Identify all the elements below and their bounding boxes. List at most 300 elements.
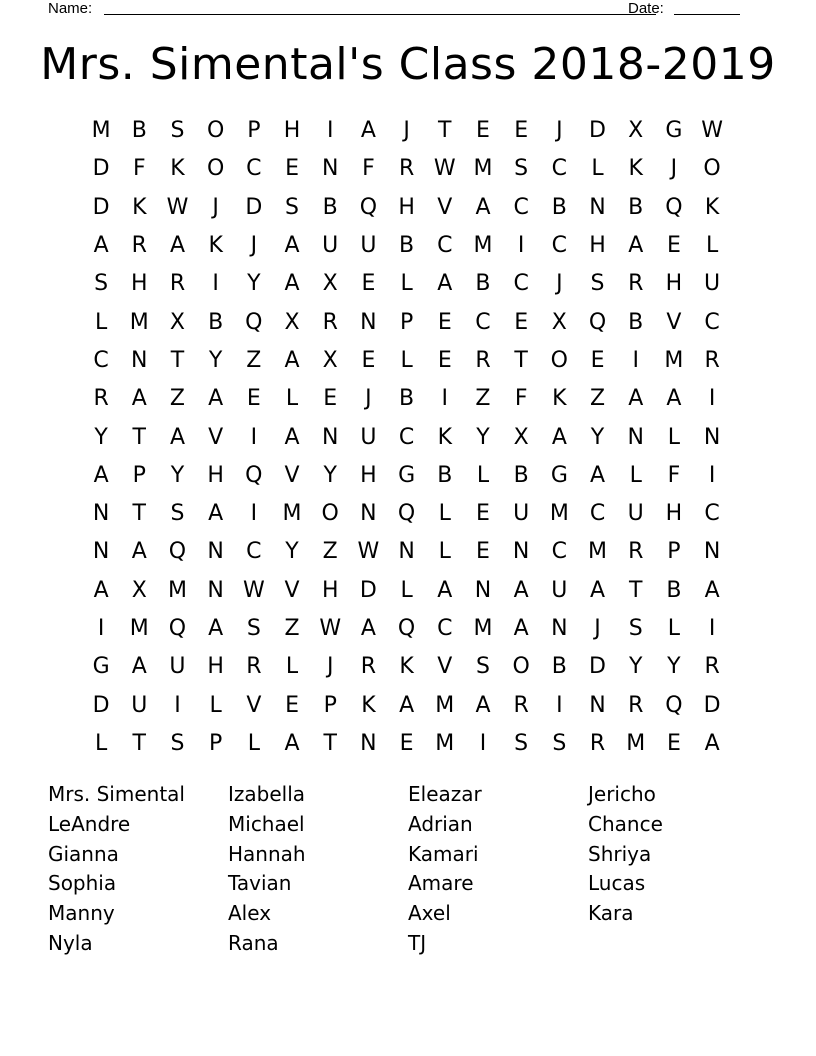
grid-letter: L xyxy=(591,156,604,182)
grid-letter: R xyxy=(246,654,262,680)
grid-letter: L xyxy=(400,347,413,373)
grid-letter: M xyxy=(473,616,493,641)
date-blank-line[interactable] xyxy=(674,14,740,15)
word-list-item: Nyla xyxy=(48,930,93,955)
grid-letter: L xyxy=(94,309,108,335)
grid-letter: A xyxy=(704,577,720,603)
grid-letter: S xyxy=(94,271,109,297)
grid-letter: Z xyxy=(284,616,300,641)
name-blank-line[interactable] xyxy=(104,14,656,15)
grid-letter: T xyxy=(438,118,452,144)
grid-letter: E xyxy=(437,347,452,373)
grid-letter: Q xyxy=(168,616,187,641)
grid-row xyxy=(82,342,732,380)
grid-letter: H xyxy=(321,577,339,603)
grid-letter: A xyxy=(437,577,453,603)
grid-letter: I xyxy=(517,233,525,259)
word-list-item: Michael xyxy=(228,811,305,836)
grid-letter: A xyxy=(284,424,300,450)
grid-letter: E xyxy=(476,539,490,565)
grid-letter: N xyxy=(703,539,721,565)
grid-letter: N xyxy=(207,577,224,603)
grid-letter: Y xyxy=(208,347,223,373)
grid-letter: S xyxy=(475,654,490,680)
grid-letter: P xyxy=(247,118,261,144)
grid-letter: H xyxy=(665,501,683,527)
grid-letter: Z xyxy=(589,386,606,412)
grid-letter: C xyxy=(589,501,606,527)
grid-letter: M xyxy=(435,730,455,756)
grid-letter: C xyxy=(513,271,529,297)
word-search-grid xyxy=(82,112,732,763)
grid-letter: N xyxy=(321,156,339,182)
grid-letter: B xyxy=(666,577,682,603)
word-list-item: Gianna xyxy=(48,841,119,866)
grid-letter: K xyxy=(132,194,147,220)
grid-letter: M xyxy=(549,501,569,527)
grid-letter: L xyxy=(705,233,719,259)
grid-letter: Q xyxy=(397,501,416,527)
grid-letter: K xyxy=(628,156,643,182)
grid-letter: R xyxy=(322,309,338,335)
grid-letter: W xyxy=(357,539,380,565)
grid-letter: N xyxy=(207,539,224,565)
grid-letter: Y xyxy=(170,462,185,488)
grid-letter: D xyxy=(589,654,606,680)
grid-letter: Q xyxy=(665,194,683,220)
grid-letter: R xyxy=(704,347,720,373)
grid-letter: I xyxy=(250,501,258,527)
grid-letter: J xyxy=(212,194,219,220)
grid-letter: E xyxy=(361,271,376,297)
grid-letter: O xyxy=(321,501,339,527)
grid-letter: U xyxy=(322,233,339,259)
grid-letter: B xyxy=(399,233,415,259)
grid-letter: B xyxy=(475,271,491,297)
grid-letter: V xyxy=(666,309,682,335)
grid-letter: A xyxy=(704,730,720,756)
grid-letter: Q xyxy=(245,462,263,488)
grid-letter: V xyxy=(284,462,300,488)
grid-letter: G xyxy=(665,118,683,144)
grid-letter: O xyxy=(512,654,530,680)
grid-letter: A xyxy=(475,692,491,718)
grid-letter: Z xyxy=(322,539,338,565)
grid-letter: R xyxy=(628,271,644,297)
word-list-item: Izabella xyxy=(228,782,306,806)
grid-letter: N xyxy=(360,501,377,527)
grid-row xyxy=(82,457,732,495)
grid-letter: W xyxy=(166,194,189,220)
word-list-item: Lucas xyxy=(588,871,646,896)
grid-letter: D xyxy=(92,692,110,718)
grid-letter: B xyxy=(399,386,415,412)
grid-letter: N xyxy=(398,539,415,565)
grid-letter: I xyxy=(441,386,449,412)
grid-letter: S xyxy=(590,271,605,297)
grid-letter: J xyxy=(594,616,601,641)
grid-letter: A xyxy=(169,233,185,259)
grid-letter: X xyxy=(551,309,567,335)
grid-row xyxy=(82,380,732,418)
grid-letter: R xyxy=(628,539,644,565)
grid-letter: H xyxy=(589,233,606,259)
grid-letter: L xyxy=(667,616,681,641)
grid-letter: K xyxy=(552,386,567,412)
grid-letter: N xyxy=(474,577,492,603)
grid-letter: Y xyxy=(94,424,108,450)
grid-letter: B xyxy=(322,194,338,220)
grid-letter: B xyxy=(628,194,644,220)
grid-letter: O xyxy=(550,347,568,373)
grid-row xyxy=(82,648,732,686)
grid-letter: Q xyxy=(168,539,187,565)
grid-row xyxy=(82,572,732,610)
word-list-item: Sophia xyxy=(48,871,117,896)
grid-letter: B xyxy=(208,309,224,335)
grid-letter: J xyxy=(365,386,372,412)
grid-letter: S xyxy=(170,730,185,756)
grid-letter: U xyxy=(360,424,377,450)
name-label: Name: xyxy=(48,0,93,17)
word-list-item: Jericho xyxy=(588,782,656,806)
grid-letter: A xyxy=(208,616,224,641)
grid-letter: A xyxy=(284,347,300,373)
word-list-item: Hannah xyxy=(228,841,306,866)
grid-letter: P xyxy=(323,692,337,718)
grid-letter: Q xyxy=(245,309,263,335)
grid-letter: L xyxy=(667,424,681,450)
grid-letter: F xyxy=(132,156,146,182)
grid-letter: N xyxy=(360,730,377,756)
grid-letter: G xyxy=(398,462,416,488)
word-list-item: Axel xyxy=(408,901,451,926)
grid-letter: B xyxy=(628,309,644,335)
grid-letter: D xyxy=(359,577,377,603)
word-list-item: Kara xyxy=(588,901,634,926)
grid-letter: E xyxy=(476,501,490,527)
grid-row xyxy=(82,227,732,265)
grid-letter: U xyxy=(360,233,377,259)
grid-letter: R xyxy=(628,692,644,718)
grid-letter: B xyxy=(131,118,147,144)
grid-letter: L xyxy=(476,462,490,488)
grid-letter: S xyxy=(170,501,185,527)
grid-letter: I xyxy=(708,386,716,412)
grid-letter: C xyxy=(437,616,453,641)
grid-letter: M xyxy=(167,577,187,603)
grid-letter: A xyxy=(513,616,529,641)
grid-letter: Y xyxy=(247,271,261,297)
grid-letter: E xyxy=(246,386,261,412)
grid-letter: P xyxy=(667,539,681,565)
grid-letter: E xyxy=(285,692,299,718)
grid-letter: U xyxy=(627,501,644,527)
grid-letter: L xyxy=(247,730,260,756)
grid-letter: L xyxy=(285,386,299,412)
grid-letter: H xyxy=(207,462,224,488)
grid-letter: N xyxy=(551,616,568,641)
grid-letter: N xyxy=(589,194,606,220)
grid-letter: M xyxy=(473,233,493,259)
grid-letter: A xyxy=(131,386,147,412)
grid-letter: S xyxy=(628,616,643,641)
grid-letter: A xyxy=(93,462,109,488)
grid-letter: W xyxy=(319,616,342,641)
grid-letter: X xyxy=(284,309,300,335)
grid-letter: P xyxy=(132,462,146,488)
grid-row xyxy=(82,495,732,533)
grid-letter: O xyxy=(206,118,225,144)
grid-letter: D xyxy=(589,118,606,144)
grid-letter: D xyxy=(92,156,110,182)
grid-letter: A xyxy=(93,577,109,603)
grid-letter: M xyxy=(91,118,111,144)
grid-letter: H xyxy=(398,194,415,220)
grid-row xyxy=(82,150,732,188)
grid-letter: A xyxy=(284,233,300,259)
grid-letter: A xyxy=(284,730,300,756)
grid-letter: V xyxy=(437,194,453,220)
grid-letter: C xyxy=(475,309,491,335)
grid-letter: E xyxy=(476,118,490,144)
grid-letter: B xyxy=(551,654,567,680)
grid-letter: X xyxy=(513,424,529,450)
grid-letter: A xyxy=(131,539,147,565)
grid-letter: I xyxy=(479,730,487,756)
grid-letter: T xyxy=(323,730,337,756)
grid-letter: O xyxy=(703,156,721,182)
grid-letter: A xyxy=(628,233,644,259)
grid-letter: R xyxy=(398,156,415,182)
grid-letter: A xyxy=(360,118,376,144)
grid-letter: G xyxy=(550,462,568,488)
grid-letter: A xyxy=(475,194,491,220)
grid-letter: M xyxy=(664,347,684,373)
grid-letter: G xyxy=(92,654,110,680)
grid-letter: S xyxy=(285,194,300,220)
grid-letter: I xyxy=(708,616,716,641)
grid-letter: N xyxy=(131,347,148,373)
grid-letter: F xyxy=(514,386,528,412)
grid-letter: P xyxy=(209,730,223,756)
grid-letter: L xyxy=(285,654,299,680)
grid-letter: L xyxy=(400,271,413,297)
grid-row xyxy=(82,418,732,456)
word-list-item: Kamari xyxy=(408,841,479,866)
grid-letter: B xyxy=(551,194,567,220)
grid-letter: S xyxy=(514,730,529,756)
word-list-item: Chance xyxy=(588,811,663,836)
grid-letter: M xyxy=(435,692,455,718)
grid-letter: A xyxy=(131,654,147,680)
grid-letter: V xyxy=(246,692,262,718)
grid-letter: U xyxy=(169,654,186,680)
grid-letter: U xyxy=(704,271,721,297)
grid-letter: R xyxy=(131,233,147,259)
header-row xyxy=(48,0,748,20)
grid-letter: C xyxy=(551,539,568,565)
grid-letter: T xyxy=(170,347,185,373)
date-label: Date: xyxy=(628,0,664,17)
grid-letter: J xyxy=(403,118,410,144)
grid-letter: E xyxy=(666,730,681,756)
grid-row xyxy=(82,610,732,648)
grid-letter: R xyxy=(475,347,491,373)
grid-letter: E xyxy=(590,347,605,373)
grid-letter: H xyxy=(665,271,683,297)
page-title: Mrs. Simental's Class 2018-2019 xyxy=(40,39,776,90)
grid-letter: A xyxy=(399,692,415,718)
grid-letter: W xyxy=(242,577,265,603)
grid-letter: E xyxy=(399,730,414,756)
grid-letter: S xyxy=(246,616,261,641)
word-list-item: Mrs. Simental xyxy=(48,782,185,806)
grid-letter: I xyxy=(212,271,219,297)
grid-letter: H xyxy=(283,118,301,144)
grid-letter: I xyxy=(97,616,105,641)
grid-letter: A xyxy=(437,271,453,297)
grid-letter: T xyxy=(132,501,146,527)
grid-letter: D xyxy=(703,692,721,718)
grid-letter: A xyxy=(513,577,529,603)
grid-letter: R xyxy=(93,386,109,412)
grid-letter: H xyxy=(360,462,377,488)
grid-letter: E xyxy=(666,233,681,259)
grid-letter: Z xyxy=(475,386,491,412)
grid-letter: C xyxy=(704,501,720,527)
grid-letter: I xyxy=(708,462,716,488)
grid-letter: K xyxy=(399,654,414,680)
word-list-item: LeAndre xyxy=(48,811,131,836)
grid-letter: H xyxy=(131,271,148,297)
grid-letter: B xyxy=(513,462,529,488)
grid-letter: Q xyxy=(397,616,416,641)
grid-letter: D xyxy=(92,194,110,220)
grid-letter: M xyxy=(129,616,149,641)
grid-row xyxy=(82,265,732,303)
grid-letter: N xyxy=(589,692,606,718)
grid-letter: M xyxy=(473,156,493,182)
grid-letter: Z xyxy=(169,386,185,412)
grid-letter: A xyxy=(208,501,224,527)
grid-letter: A xyxy=(628,386,644,412)
grid-letter: X xyxy=(322,347,338,373)
grid-letter: B xyxy=(437,462,453,488)
grid-letter: I xyxy=(250,424,258,450)
grid-letter: I xyxy=(326,118,334,144)
grid-letter: K xyxy=(437,424,452,450)
grid-letter: I xyxy=(556,692,563,718)
grid-letter: N xyxy=(512,539,530,565)
grid-letter: A xyxy=(590,577,606,603)
grid-letter: X xyxy=(131,577,147,603)
grid-letter: L xyxy=(629,462,642,488)
grid-letter: C xyxy=(437,233,453,259)
grid-letter: V xyxy=(284,577,300,603)
grid-letter: J xyxy=(556,118,563,144)
grid-letter: C xyxy=(93,347,109,373)
grid-letter: W xyxy=(433,156,456,182)
word-list-item: Eleazar xyxy=(408,782,482,806)
grid-letter: V xyxy=(208,424,224,450)
word-list-item: Rana xyxy=(228,930,279,955)
grid-letter: Y xyxy=(628,654,643,680)
grid-letter: E xyxy=(323,386,338,412)
grid-letter: E xyxy=(437,309,452,335)
grid-row xyxy=(82,189,732,227)
grid-row xyxy=(82,112,732,150)
grid-row xyxy=(82,686,732,724)
word-list-item: Shriya xyxy=(588,841,652,866)
grid-letter: A xyxy=(93,233,109,259)
grid-letter: Q xyxy=(665,692,683,718)
grid-letter: R xyxy=(169,271,186,297)
grid-letter: C xyxy=(551,156,568,182)
word-list-item: TJ xyxy=(408,930,427,955)
word-list xyxy=(48,780,768,959)
word-list-item: Adrian xyxy=(408,811,473,836)
grid-letter: E xyxy=(514,118,529,144)
grid-letter: T xyxy=(132,424,146,450)
grid-letter: L xyxy=(400,577,413,603)
grid-letter: E xyxy=(285,156,299,182)
grid-letter: N xyxy=(703,424,721,450)
grid-letter: J xyxy=(670,156,678,182)
grid-letter: S xyxy=(514,156,529,182)
grid-letter: V xyxy=(437,654,453,680)
grid-letter: L xyxy=(438,539,451,565)
grid-letter: T xyxy=(132,730,146,756)
grid-letter: M xyxy=(588,539,608,565)
grid-letter: L xyxy=(209,692,222,718)
grid-letter: L xyxy=(438,501,451,527)
grid-letter: A xyxy=(590,462,606,488)
grid-letter: L xyxy=(94,730,108,756)
grid-letter: X xyxy=(169,309,185,335)
grid-letter: K xyxy=(208,233,223,259)
grid-letter: M xyxy=(129,309,149,335)
word-list-item: Tavian xyxy=(228,871,292,896)
grid-letter: N xyxy=(627,424,644,450)
grid-row xyxy=(82,533,732,571)
grid-letter: R xyxy=(704,654,720,680)
grid-letter: Y xyxy=(476,424,490,450)
grid-letter: Y xyxy=(667,654,681,680)
grid-letter: C xyxy=(551,233,568,259)
grid-letter: S xyxy=(552,730,567,756)
grid-letter: C xyxy=(513,194,529,220)
grid-letter: U xyxy=(551,577,568,603)
grid-letter: O xyxy=(206,156,225,182)
grid-letter: R xyxy=(360,654,377,680)
grid-row xyxy=(82,303,732,341)
grid-letter: M xyxy=(282,501,302,527)
grid-letter: R xyxy=(513,692,529,718)
grid-letter: W xyxy=(701,118,723,144)
grid-letter: K xyxy=(170,156,185,182)
grid-letter: R xyxy=(589,730,606,756)
grid-letter: F xyxy=(667,462,681,488)
grid-letter: J xyxy=(326,654,334,680)
grid-letter: N xyxy=(360,309,377,335)
grid-letter: D xyxy=(245,194,263,220)
word-list-item: Alex xyxy=(228,901,272,926)
grid-letter: H xyxy=(207,654,224,680)
grid-letter: C xyxy=(704,309,720,335)
grid-letter: A xyxy=(208,386,224,412)
word-list-item: Amare xyxy=(408,871,474,896)
